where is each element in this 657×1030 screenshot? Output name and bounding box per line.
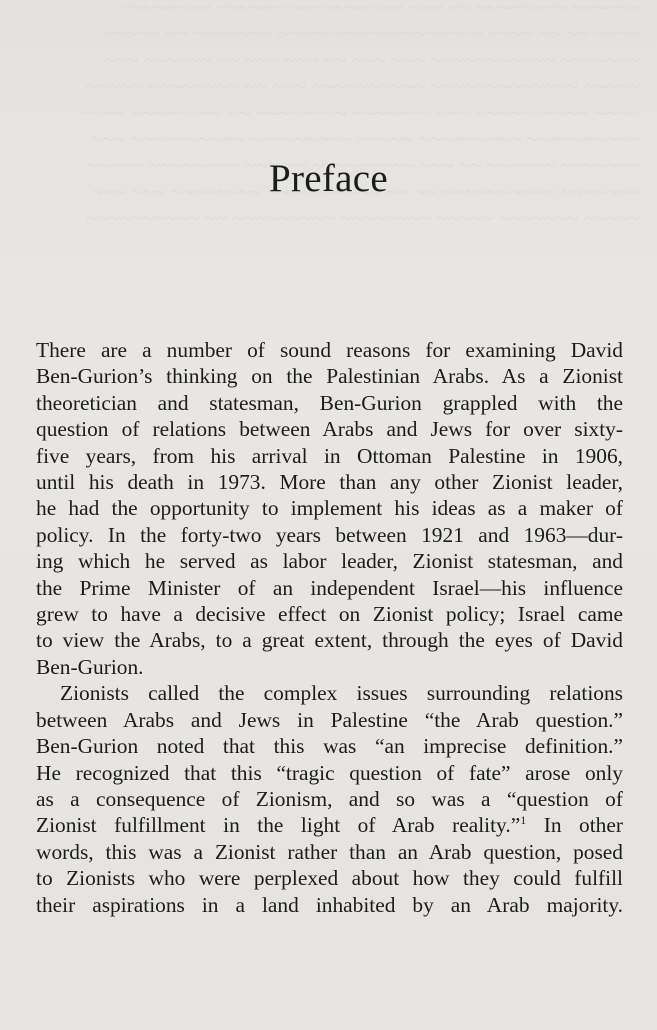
text-line: to view the Arabs, to a great extent, through the eyes of David — [36, 628, 623, 653]
text-line: Zionists called the complex issues surrounding relations — [60, 681, 623, 706]
text-segment: In other — [526, 813, 623, 838]
text-line: ing which he served as labor leader, Zionist statesman, and — [36, 549, 623, 574]
text-line: to Zionists who were perplexed about how they could fulfill — [36, 866, 623, 891]
body-text — [36, 337, 623, 918]
text-line: grew to have a decisive effect on Zionist policy; Israel came — [36, 602, 623, 627]
text-line: Ben-Gurion noted that this was “an imprecise definition.” — [36, 734, 623, 759]
text-line: as a consequence of Zionism, and so was a “question of — [36, 786, 623, 811]
text-line: theoretician and statesman, Ben-Gurion grappled with the — [36, 390, 623, 415]
paragraph-1 — [36, 337, 623, 680]
text-segment: Zionist fulfillment in the light of Arab reality.” — [36, 813, 521, 838]
text-line: Ben-Gurion. — [36, 654, 144, 679]
text-line: their aspirations in a land inhabited by an Arab majority. — [36, 892, 623, 917]
paragraph-2 — [36, 680, 623, 918]
text-line: the Prime Minister of an independent Israel—his influence — [36, 575, 623, 600]
text-line: five years, from his arrival in Ottoman Palestine in 1906, — [36, 443, 623, 468]
text-line: question of relations between Arabs and Jews for over sixty- — [36, 417, 623, 442]
show-through-text — [20, 0, 640, 244]
text-line: He recognized that this “tragic question of fate” arose only — [36, 760, 623, 785]
text-line: he had the opportunity to implement his ideas as a maker of — [36, 496, 623, 521]
text-line: words, this was a Zionist rather than an Arab question, posed — [36, 839, 623, 864]
text-line: until his death in 1973. More than any other Zionist leader, — [36, 470, 623, 495]
text-line: policy. In the forty-two years between 1921 and 1963—dur- — [36, 522, 623, 547]
page-title: Preface — [268, 157, 388, 200]
text-line: between Arabs and Jews in Palestine “the Arab question.” — [36, 707, 623, 732]
text-line-with-footnote — [36, 812, 623, 838]
text-line: Ben-Gurion’s thinking on the Palestinian Arabs. As a Zionist — [36, 364, 623, 389]
footnote-marker: 1 — [520, 813, 527, 828]
text-line: There are a number of sound reasons for examining David — [36, 338, 623, 362]
